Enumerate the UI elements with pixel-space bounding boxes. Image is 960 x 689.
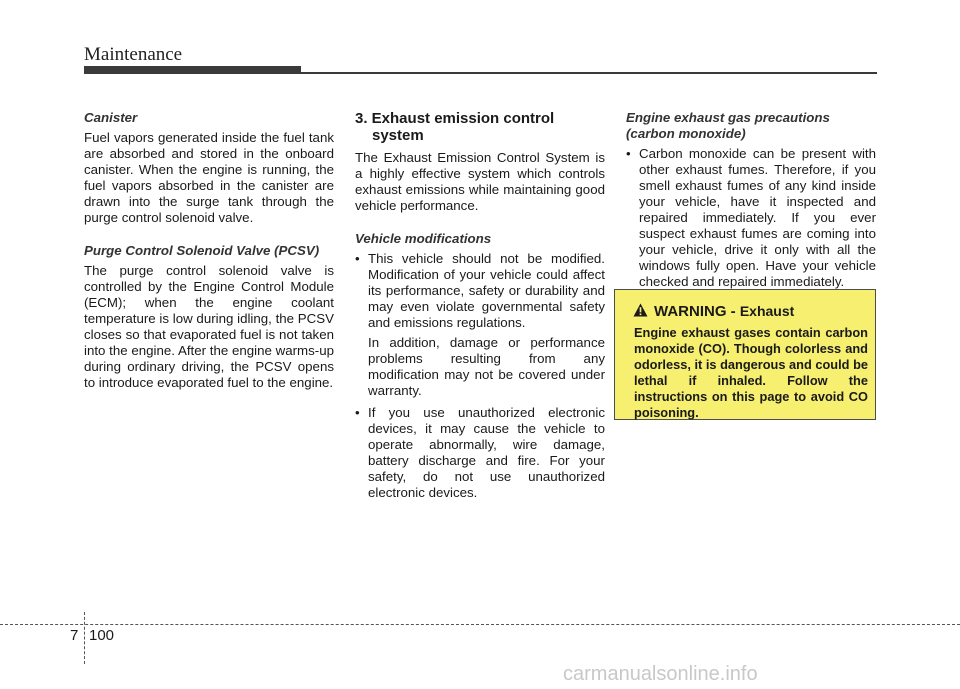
bullet-text: If you use unauthorized electronic devices, it may cause the vehicle to operate abnormally, wire damage, battery discharge and fire. For your safety, do not use unauthorized electronic devices. bbox=[368, 405, 605, 500]
column-3 bbox=[626, 110, 876, 290]
canister-text: Fuel vapors generated inside the fuel tank are absorbed and stored in the onboard canister. When the engine is running, the fuel vapors absorbed in the canister are drawn into the surge tank through the purge control solenoid valve. bbox=[84, 130, 334, 225]
column-2 bbox=[355, 110, 605, 501]
page-number: 100 bbox=[89, 627, 115, 644]
warning-label: WARNING - bbox=[654, 303, 740, 320]
list-item bbox=[355, 251, 605, 331]
header-rule bbox=[84, 72, 877, 74]
pcsv-heading: Purge Control Solenoid Valve (PCSV) bbox=[84, 243, 320, 258]
warning-box bbox=[614, 289, 876, 420]
warning-topic: Exhaust bbox=[739, 303, 795, 319]
section-heading: 3. Exhaust emission control system bbox=[355, 110, 555, 144]
intro-text: The Exhaust Emission Control System is a highly effective system which controls exhaust emissions while maintaining good vehicle performance. bbox=[355, 150, 605, 213]
warning-triangle-icon bbox=[633, 303, 648, 317]
page-header-title: Maintenance bbox=[84, 44, 183, 65]
warning-title bbox=[633, 302, 794, 321]
bullet-continuation: In addition, damage or performance problems resulting from any modification may not be covered under warranty. bbox=[368, 335, 605, 398]
bullet-text: This vehicle should not be modified. Modification of your vehicle could affect its performance, safety or durability and may even violate governmental safety and emissions regulations. bbox=[368, 251, 605, 330]
bullet-icon: • bbox=[355, 251, 360, 266]
column-1 bbox=[84, 110, 334, 391]
bullet-text: Carbon monoxide can be present with other exhaust fumes. Therefore, if you smell exhaust fumes of any kind inside your vehicle, have it inspected and repaired immediately. If you ever suspect exhaust fumes are coming into your vehicle, drive it only with all the windows fully open. Have your vehicle checked and repaired immediately. bbox=[639, 146, 876, 289]
watermark: carmanualsonline.info bbox=[563, 663, 758, 685]
exhaust-precautions-heading: Engine exhaust gas precautions (carbon monoxide) bbox=[626, 110, 830, 141]
warning-body: Engine exhaust gases contain carbon monoxide (CO). Though colorless and odorless, it is dangerous and could be lethal if inhaled. Follow the instructions on this page to avoid CO poisoning. bbox=[634, 325, 868, 420]
footer-divider bbox=[84, 612, 85, 664]
footer-rule bbox=[0, 624, 960, 625]
chapter-number: 7 bbox=[70, 627, 79, 644]
pcsv-text: The purge control solenoid valve is controlled by the Engine Control Module (ECM); when the engine coolant temperature is low during idling, the PCSV closes so that evaporated fuel is not taken into the engine. After the engine warms-up during ordinary driving, the PCSV opens to introduce evaporated fuel to the engine. bbox=[84, 263, 334, 390]
list-item bbox=[355, 405, 605, 501]
bullet-icon: • bbox=[626, 146, 631, 161]
list-item bbox=[626, 146, 876, 290]
canister-heading: Canister bbox=[84, 110, 138, 125]
bullet-icon: • bbox=[355, 405, 360, 420]
vehicle-modifications-heading: Vehicle modifications bbox=[355, 231, 492, 246]
